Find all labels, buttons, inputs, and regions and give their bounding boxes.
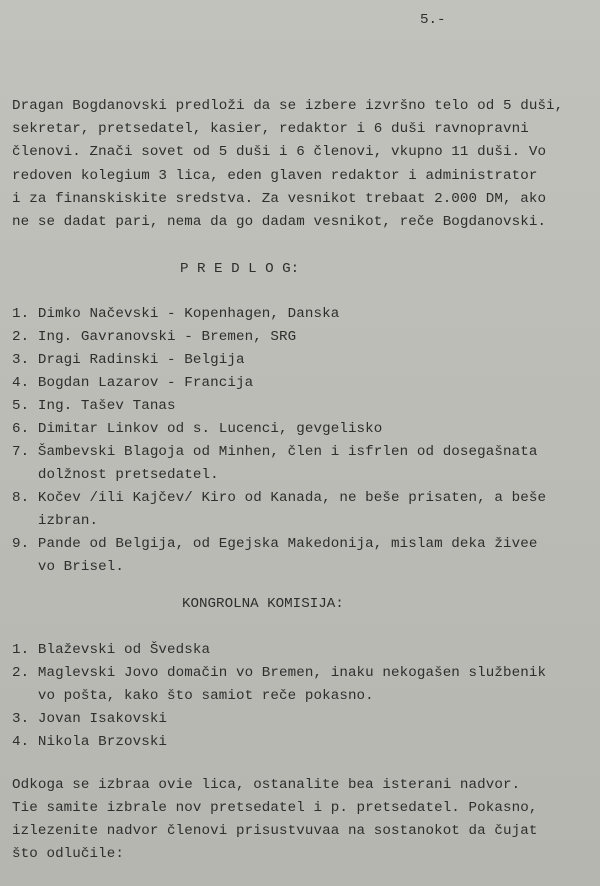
closing-line: što odlučile:: [12, 846, 124, 862]
predlog-item-continuation: izbran.: [12, 513, 99, 529]
predlog-item: 4. Bogdan Lazarov - Francija: [12, 375, 254, 391]
closing-line: Odkoga se izbraa ovie lica, ostanalite bea isterani nadvor.: [12, 777, 521, 793]
komisija-heading: KONGROLNA KOMISIJA:: [182, 596, 344, 612]
predlog-item-continuation: dolžnost pretsedatel.: [12, 467, 219, 483]
komisija-item: 3. Jovan Isakovski: [12, 711, 168, 727]
komisija-item: 4. Nikola Brzovski: [12, 734, 168, 750]
intro-line: sekretar, pretsedatel, kasier, redaktor i 6 duši ravnopravni: [12, 121, 529, 137]
komisija-item: 1. Blaževski od Švedska: [12, 642, 211, 658]
komisija-item-continuation: vo pošta, kako što samiot reče pokasno.: [12, 688, 374, 704]
predlog-item: 9. Pande od Belgija, od Egejska Makedonija, mislam deka živee: [12, 536, 538, 552]
page-number: 5.-: [420, 12, 446, 28]
intro-line: členovi. Znači sovet od 5 duši i 6 členovi, vkupno 11 duši. Vo: [12, 144, 547, 160]
predlog-item: 2. Ing. Gavranovski - Bremen, SRG: [12, 329, 297, 345]
intro-line: Dragan Bogdanovski predloži da se izbere izvršno telo od 5 duši,: [12, 98, 564, 114]
closing-line: Tie samite izbrale nov pretsedatel i p. pretsedatel. Pokasno,: [12, 800, 538, 816]
intro-line: redoven kolegium 3 lica, eden glaven redaktor i administrator: [12, 168, 538, 184]
intro-line: i za finanskiskite sredstva. Za vesnikot trebaat 2.000 DM, ako: [12, 191, 547, 207]
closing-line: izlezenite nadvor členovi prisustvuvaa na sostanokot da čujat: [12, 823, 538, 839]
predlog-item: 3. Dragi Radinski - Belgija: [12, 352, 245, 368]
predlog-item: 6. Dimitar Linkov od s. Lucenci, gevgelisko: [12, 421, 383, 437]
predlog-item-continuation: vo Brisel.: [12, 559, 124, 575]
intro-line: ne se dadat pari, nema da go dadam vesnikot, reče Bogdanovski.: [12, 214, 547, 230]
predlog-item: 8. Kočev /ili Kajčev/ Kiro od Kanada, ne beše prisaten, a beše: [12, 490, 547, 506]
predlog-item: 5. Ing. Tašev Tanas: [12, 398, 176, 414]
predlog-item: 1. Dimko Načevski - Kopenhagen, Danska: [12, 306, 340, 322]
predlog-item: 7. Šambevski Blagoja od Minhen, člen i isfrlen od dosegašnata: [12, 444, 538, 460]
komisija-item: 2. Maglevski Jovo domačin vo Bremen, inaku nekogašen službenik: [12, 665, 547, 681]
predlog-heading: P R E D L O G:: [180, 261, 300, 277]
